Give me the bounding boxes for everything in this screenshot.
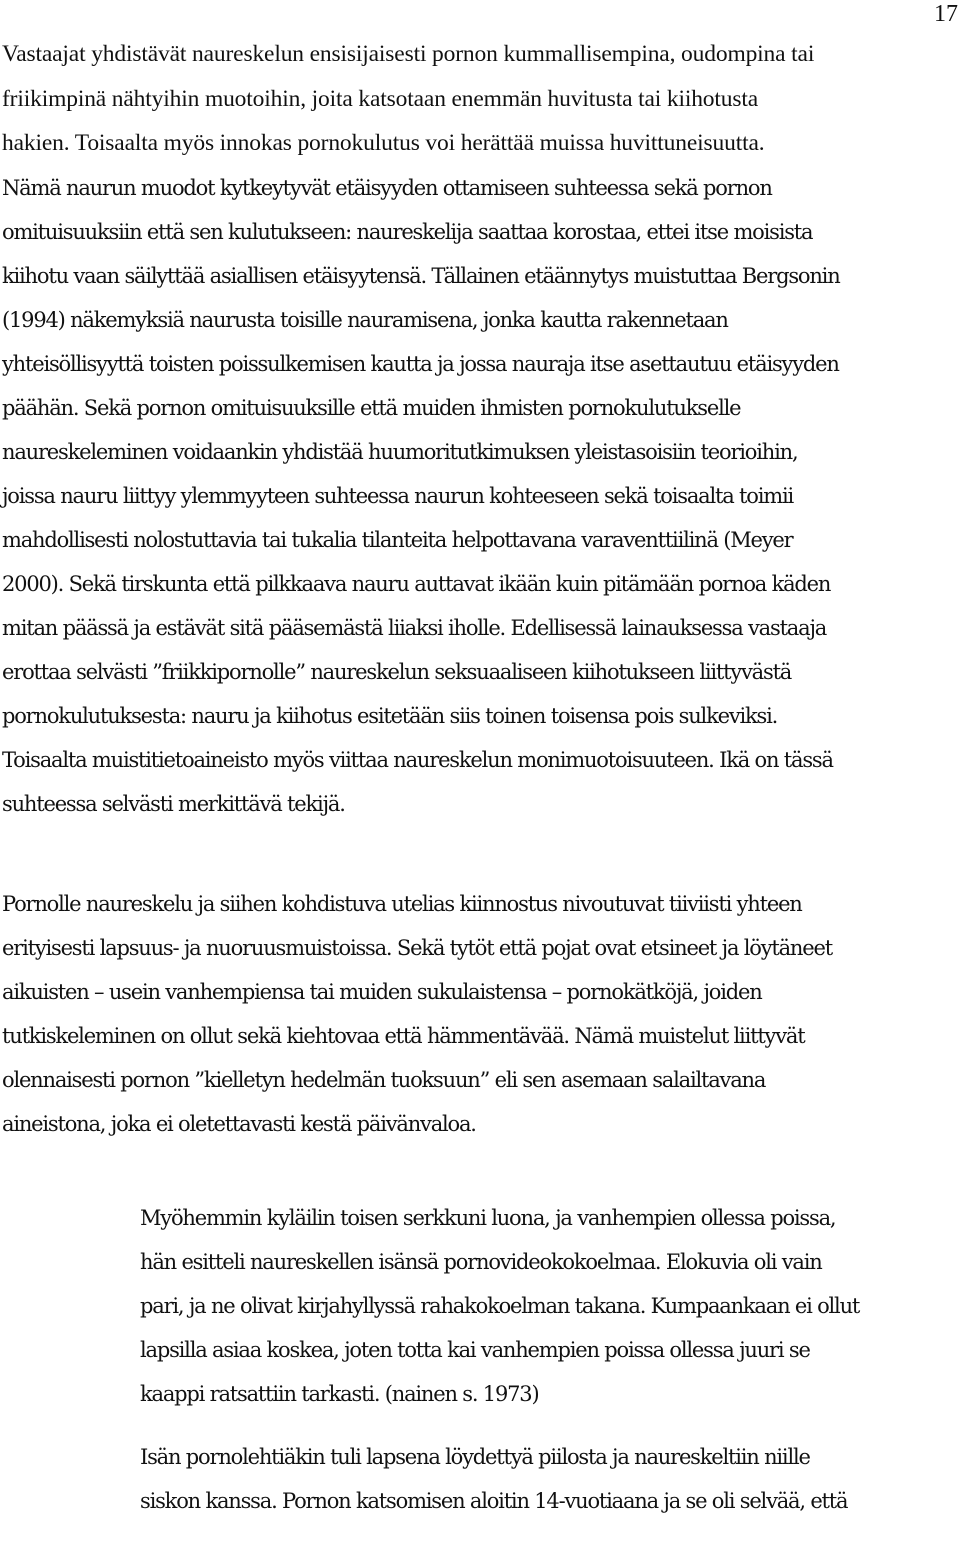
text-line: erottaa selvästi ”friikkipornolle” naureskelun seksuaaliseen kiihotukseen liittyvästä — [2, 660, 792, 684]
text-line: olennaisesti pornon ”kielletyn hedelmän tuoksuun” eli sen asemaan salailtavana — [2, 1068, 766, 1092]
text-line: aikuisten – usein vanhempiensa tai muiden sukulaistensa – pornokätköjä, joiden — [2, 980, 762, 1004]
paragraph-1-opening — [2, 32, 814, 166]
paragraph-1 — [2, 166, 840, 826]
quote-line: Isän pornolehtiäkin tuli lapsena löydettyä piilosta ja naureskeltiin niille — [140, 1445, 810, 1469]
text-line: Toisaalta muistitietoaineisto myös viittaa naureskelun monimuotoisuuteen. Ikä on tässä — [2, 748, 833, 772]
text-line: 2000). Sekä tirskunta että pilkkaava nauru auttavat ikään kuin pitämään pornoa käden — [2, 572, 831, 596]
text-line: Pornolle naureskelu ja siihen kohdistuva utelias kiinnostus nivoutuvat tiiviisti yhteen — [2, 892, 802, 916]
text-line: hakien. Toisaalta myös innokas pornokulutus voi herättää muissa huvittuneisuutta. — [2, 130, 765, 156]
quote-line: hän esitteli naureskellen isänsä pornovideokokoelmaa. Elokuvia oli vain — [140, 1250, 822, 1274]
text-line: tutkiskeleminen on ollut sekä kiehtovaa että hämmentävää. Nämä muistelut liittyvät — [2, 1024, 805, 1048]
text-line: mahdollisesti nolostuttavia tai tukalia tilanteita helpottavana varaventtiilinä (Meyer — [2, 528, 793, 552]
quote-line: Myöhemmin kyläilin toisen serkkuni luona, ja vanhempien ollessa poissa, — [140, 1206, 836, 1230]
text-line: yhteisöllisyyttä toisten poissulkemisen kautta ja jossa nauraja itse asettautuu etäisyyden — [2, 352, 839, 376]
text-line: naureskeleminen voidaankin yhdistää huumoritutkimuksen yleistasoisiin teorioihin, — [2, 440, 798, 464]
text-line: (1994) näkemyksiä naurusta toisille nauramisena, jonka kautta rakennetaan — [2, 308, 728, 332]
text-line: pornokulutuksesta: nauru ja kiihotus esitetään siis toinen toisensa pois sulkeviksi. — [2, 704, 778, 728]
text-line: suhteessa selvästi merkittävä tekijä. — [2, 792, 345, 816]
block-quote-1 — [140, 1196, 859, 1416]
text-line: mitan päässä ja estävät sitä pääsemästä liiaksi iholle. Edellisessä lainauksessa vastaaja — [2, 616, 827, 640]
paragraph-2 — [2, 882, 832, 1146]
text-line: aineistona, joka ei oletettavasti kestä päivänvaloa. — [2, 1112, 476, 1136]
block-quote-2 — [140, 1435, 847, 1523]
text-line: Nämä naurun muodot kytkeytyvät etäisyyden ottamiseen suhteessa sekä pornon — [2, 176, 772, 200]
quote-line: lapsilla asiaa koskea, joten totta kai vanhempien poissa ollessa juuri se — [140, 1338, 810, 1362]
quote-line: siskon kanssa. Pornon katsomisen aloitin 14-vuotiaana ja se oli selvää, että — [140, 1489, 848, 1513]
quote-line: kaappi ratsattiin tarkasti. (nainen s. 1973) — [140, 1382, 539, 1406]
text-line: kiihotu vaan säilyttää asiallisen etäisyytensä. Tällainen etäännytys muistuttaa Bergsonin — [2, 264, 840, 288]
text-line: omituisuuksiin että sen kulutukseen: naureskelija saattaa korostaa, ettei itse moisista — [2, 220, 813, 244]
text-line: erityisesti lapsuus- ja nuoruusmuistoissa. Sekä tytöt että pojat ovat etsineet ja löytäneet — [2, 936, 832, 960]
quote-line: pari, ja ne olivat kirjahyllyssä rahakokoelman takana. Kumpaankaan ei ollut — [140, 1294, 860, 1318]
text-line: joissa nauru liittyy ylemmyyteen suhteessa naurun kohteeseen sekä toisaalta toimii — [2, 484, 793, 508]
text-line: päähän. Sekä pornon omituisuuksille että muiden ihmisten pornokulutukselle — [2, 396, 741, 420]
text-line: Vastaajat yhdistävät naureskelun ensisijaisesti pornon kummallisempina, oudompina tai — [2, 41, 815, 67]
text-line: friikimpinä nähtyihin muotoihin, joita katsotaan enemmän huvitusta tai kiihotusta — [2, 85, 759, 112]
page-number: 17 — [934, 1, 958, 27]
